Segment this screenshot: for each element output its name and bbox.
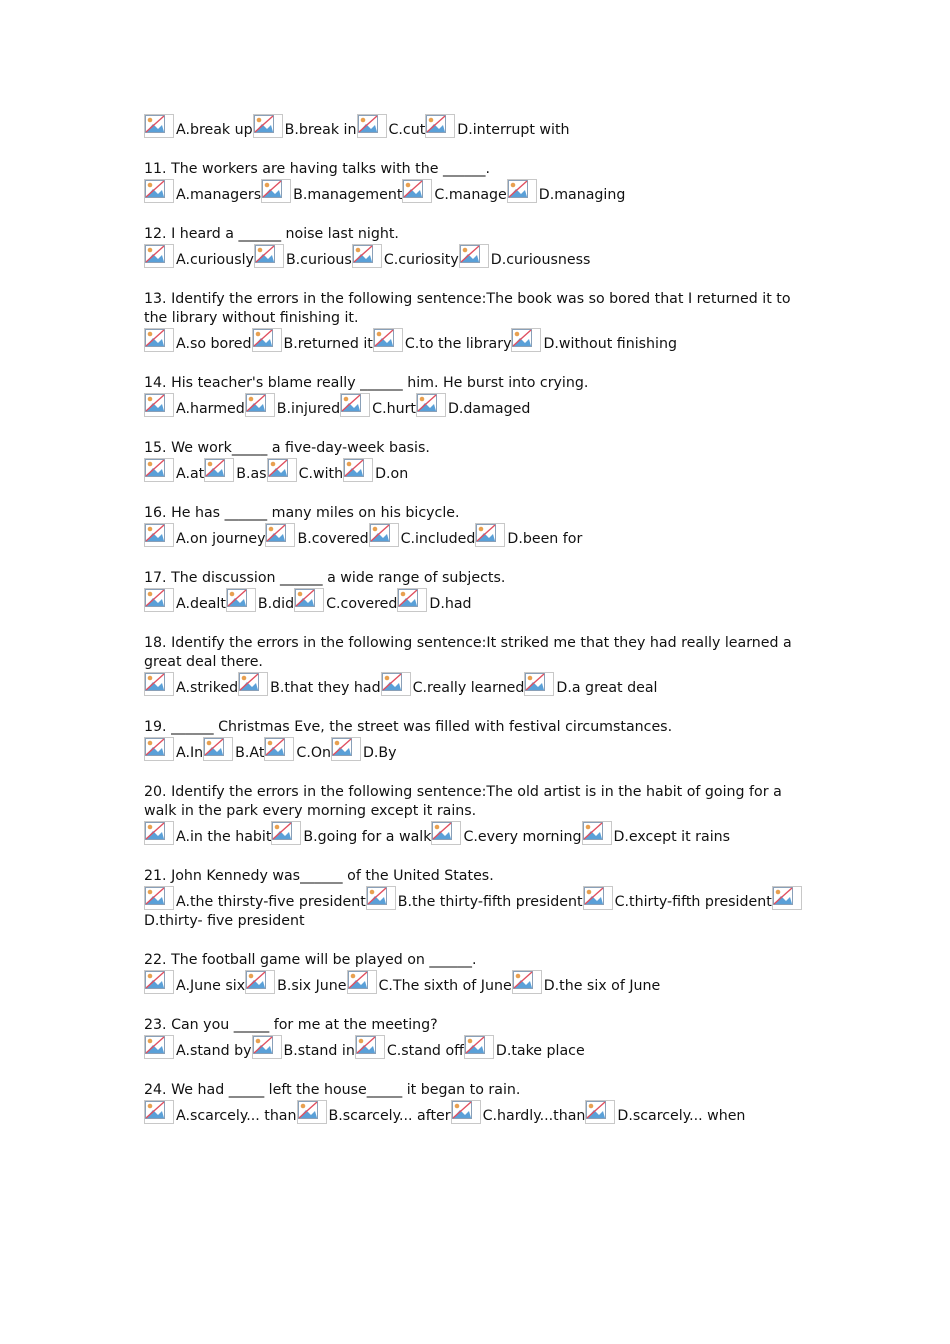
broken-image-icon: [347, 970, 377, 994]
broken-image-icon: [204, 458, 234, 482]
broken-image-icon: [343, 458, 373, 482]
option-label[interactable]: B.that they had: [270, 680, 381, 696]
option-label[interactable]: A.break up: [176, 122, 253, 138]
broken-image-icon: [366, 886, 396, 910]
question-stem: 22. The football game will be played on ______.: [144, 952, 477, 968]
option-label[interactable]: D.damaged: [447, 401, 531, 417]
question-stem: 13. Identify the errors in the following sentence:The book was so bored that I returned it to the library without finishing it.: [144, 291, 791, 326]
question-block: [144, 290, 812, 354]
option-label[interactable]: D.take place: [495, 1043, 585, 1059]
question-block: [144, 634, 812, 698]
broken-image-icon: [253, 114, 283, 138]
broken-image-icon: [431, 821, 461, 845]
option-label[interactable]: D.interrupt with: [457, 122, 570, 138]
question-block: [144, 569, 812, 614]
option-label[interactable]: A.In: [176, 745, 204, 761]
question-block: [144, 1081, 812, 1126]
option-label[interactable]: B.the thirty-fifth president: [397, 894, 583, 910]
question-block: [144, 160, 812, 205]
broken-image-icon: [245, 393, 275, 417]
options-row: [144, 393, 812, 419]
question-block: [144, 1016, 812, 1061]
broken-image-icon: [245, 970, 275, 994]
options-row: [144, 244, 812, 270]
broken-image-icon: [416, 393, 446, 417]
option-label[interactable]: C.The sixth of June: [378, 978, 512, 994]
options-row: [144, 672, 812, 698]
option-label[interactable]: B.as: [236, 466, 267, 482]
options-row: [144, 523, 812, 549]
broken-image-icon: [459, 244, 489, 268]
broken-image-icon: [144, 588, 174, 612]
broken-image-icon: [585, 1100, 615, 1124]
option-label[interactable]: A.so bored: [176, 336, 252, 352]
question-block: [144, 951, 812, 996]
option-label[interactable]: A.managers: [176, 187, 262, 203]
option-label[interactable]: B.break in: [284, 122, 357, 138]
broken-image-icon: [331, 737, 361, 761]
broken-image-icon: [261, 179, 291, 203]
option-label[interactable]: D.on: [375, 466, 409, 482]
broken-image-icon: [252, 1035, 282, 1059]
question-stem: 19. ______ Christmas Eve, the street was filled with festival circumstances.: [144, 719, 673, 735]
option-label[interactable]: C.included: [400, 531, 476, 547]
option-label[interactable]: A.June six: [176, 978, 246, 994]
option-label[interactable]: C.every morning: [463, 829, 582, 845]
option-label[interactable]: C.hurt: [372, 401, 416, 417]
option-label[interactable]: C.with: [298, 466, 344, 482]
option-label[interactable]: B.stand in: [283, 1043, 355, 1059]
broken-image-icon: [144, 886, 174, 910]
question-block: [144, 114, 812, 140]
option-label[interactable]: C.really learned: [412, 680, 525, 696]
option-label[interactable]: A.harmed: [176, 401, 245, 417]
broken-image-icon: [511, 328, 541, 352]
option-label[interactable]: C.covered: [326, 596, 398, 612]
broken-image-icon: [583, 886, 613, 910]
broken-image-icon: [397, 588, 427, 612]
broken-image-icon: [254, 244, 284, 268]
question-stem: 21. John Kennedy was______ of the United States.: [144, 868, 494, 884]
broken-image-icon: [297, 1100, 327, 1124]
options-row: [144, 737, 812, 763]
broken-image-icon: [425, 114, 455, 138]
broken-image-icon: [144, 821, 174, 845]
question-stem: 12. I heard a ______ noise last night.: [144, 226, 399, 242]
option-label[interactable]: D.had: [429, 596, 472, 612]
option-label[interactable]: A.striked: [176, 680, 239, 696]
options-row: [144, 179, 812, 205]
option-label[interactable]: D.except it rains: [613, 829, 731, 845]
broken-image-icon: [369, 523, 399, 547]
option-label[interactable]: C.cut: [388, 122, 426, 138]
option-label[interactable]: B.going for a walk: [303, 829, 432, 845]
options-row: [144, 458, 812, 484]
broken-image-icon: [203, 737, 233, 761]
option-label[interactable]: D.scarcely... when: [617, 1108, 746, 1124]
broken-image-icon: [340, 393, 370, 417]
option-label[interactable]: A.scarcely... than: [176, 1108, 297, 1124]
option-label[interactable]: B.injured: [276, 401, 341, 417]
document-page: [144, 114, 812, 1146]
broken-image-icon: [144, 970, 174, 994]
question-stem: 15. We work_____ a five-day-week basis.: [144, 440, 430, 456]
option-label[interactable]: A.at: [176, 466, 205, 482]
question-block: [144, 439, 812, 484]
broken-image-icon: [373, 328, 403, 352]
option-label[interactable]: B.curious: [285, 252, 352, 268]
option-label[interactable]: B.six June: [277, 978, 347, 994]
broken-image-icon: [475, 523, 505, 547]
broken-image-icon: [144, 328, 174, 352]
broken-image-icon: [144, 1035, 174, 1059]
broken-image-icon: [512, 970, 542, 994]
option-label[interactable]: D.a great deal: [556, 680, 658, 696]
broken-image-icon: [271, 821, 301, 845]
options-row: [144, 821, 812, 847]
broken-image-icon: [264, 737, 294, 761]
question-stem: 18. Identify the errors in the following sentence:It striked me that they had really learned a great deal there.: [144, 635, 792, 670]
broken-image-icon: [507, 179, 537, 203]
option-label[interactable]: C.to the library: [404, 336, 512, 352]
broken-image-icon: [267, 458, 297, 482]
question-stem: 24. We had _____ left the house_____ it began to rain.: [144, 1082, 521, 1098]
option-label[interactable]: B.management: [293, 187, 403, 203]
broken-image-icon: [144, 458, 174, 482]
options-row: [144, 1035, 812, 1061]
question-stem: 23. Can you _____ for me at the meeting?: [144, 1017, 438, 1033]
option-label[interactable]: C.curiosity: [383, 252, 459, 268]
option-label[interactable]: C.thirty-fifth president: [614, 894, 772, 910]
option-label[interactable]: B.did: [257, 596, 295, 612]
broken-image-icon: [772, 886, 802, 910]
question-block: [144, 504, 812, 549]
broken-image-icon: [144, 393, 174, 417]
broken-image-icon: [524, 672, 554, 696]
option-label[interactable]: C.On: [296, 745, 331, 761]
option-label[interactable]: D.been for: [507, 531, 583, 547]
option-label[interactable]: D.the six of June: [543, 978, 661, 994]
option-label[interactable]: A.the thirsty-five president: [176, 894, 366, 910]
broken-image-icon: [226, 588, 256, 612]
broken-image-icon: [352, 244, 382, 268]
option-label[interactable]: B.scarcely... after: [328, 1108, 451, 1124]
broken-image-icon: [402, 179, 432, 203]
option-label[interactable]: A.curiously: [176, 252, 254, 268]
option-label[interactable]: D.thirty- five president: [144, 913, 305, 929]
broken-image-icon: [144, 737, 174, 761]
question-block: [144, 783, 812, 847]
broken-image-icon: [238, 672, 268, 696]
option-label[interactable]: C.stand off: [386, 1043, 464, 1059]
options-row: [144, 588, 812, 614]
option-label[interactable]: B.returned it: [283, 336, 373, 352]
option-label[interactable]: B.At: [235, 745, 265, 761]
option-label[interactable]: D.By: [363, 745, 397, 761]
broken-image-icon: [144, 179, 174, 203]
options-row: [144, 886, 812, 931]
option-label[interactable]: D.managing: [538, 187, 626, 203]
question-block: [144, 374, 812, 419]
question-block: [144, 718, 812, 763]
option-label[interactable]: C.manage: [434, 187, 507, 203]
options-row: [144, 1100, 812, 1126]
broken-image-icon: [144, 1100, 174, 1124]
question-stem: 16. He has ______ many miles on his bicycle.: [144, 505, 460, 521]
broken-image-icon: [464, 1035, 494, 1059]
broken-image-icon: [357, 114, 387, 138]
options-row: [144, 114, 812, 140]
broken-image-icon: [381, 672, 411, 696]
broken-image-icon: [451, 1100, 481, 1124]
options-row: [144, 328, 812, 354]
broken-image-icon: [144, 114, 174, 138]
option-label[interactable]: B.covered: [297, 531, 369, 547]
option-label[interactable]: A.dealt: [176, 596, 226, 612]
option-label[interactable]: A.on journey: [176, 531, 266, 547]
option-label[interactable]: A.in the habit: [176, 829, 272, 845]
question-stem: 20. Identify the errors in the following sentence:The old artist is in the habit of going for a walk in the park every morning except it rains.: [144, 784, 782, 819]
option-label[interactable]: D.without finishing: [543, 336, 677, 352]
option-label[interactable]: C.hardly...than: [482, 1108, 586, 1124]
broken-image-icon: [355, 1035, 385, 1059]
question-block: [144, 225, 812, 270]
question-stem: 11. The workers are having talks with the ______.: [144, 161, 491, 177]
question-block: [144, 867, 812, 931]
question-stem: 14. His teacher's blame really ______ him. He burst into crying.: [144, 375, 589, 391]
broken-image-icon: [265, 523, 295, 547]
broken-image-icon: [252, 328, 282, 352]
question-stem: 17. The discussion ______ a wide range of subjects.: [144, 570, 506, 586]
option-label[interactable]: D.curiousness: [490, 252, 591, 268]
broken-image-icon: [582, 821, 612, 845]
options-row: [144, 970, 812, 996]
broken-image-icon: [144, 672, 174, 696]
broken-image-icon: [144, 244, 174, 268]
broken-image-icon: [144, 523, 174, 547]
option-label[interactable]: A.stand by: [176, 1043, 252, 1059]
broken-image-icon: [294, 588, 324, 612]
